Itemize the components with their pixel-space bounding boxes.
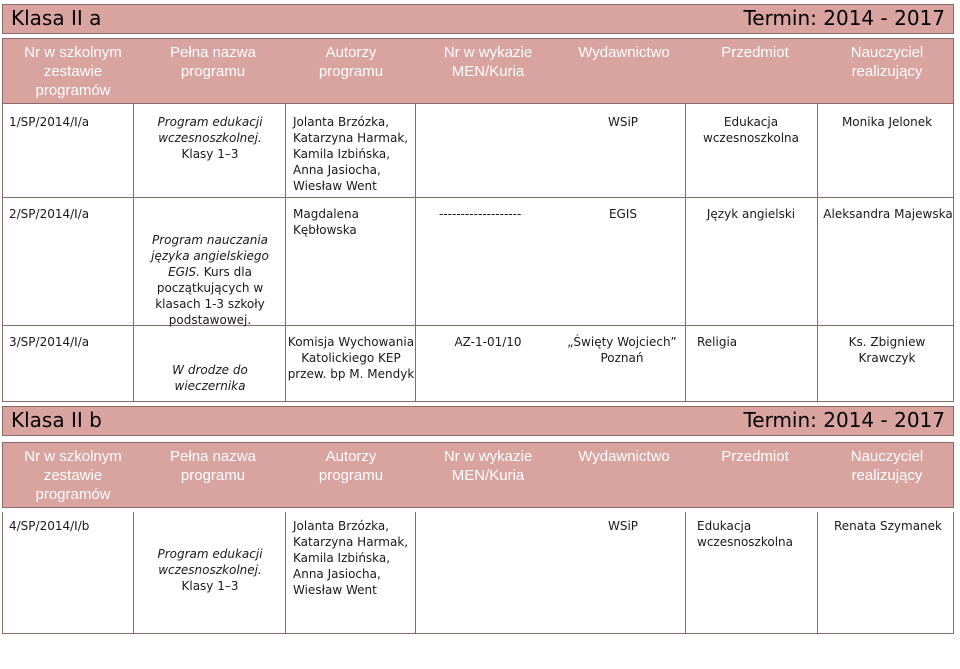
cell-program-name: Program edukacji wczesnoszkolnej. Klasy 1–3 (157, 547, 263, 593)
header-publisher: Wydawnictwo (578, 44, 670, 61)
class-title: Klasa II a (11, 6, 102, 30)
cell-program-name: W drodze do wieczernika (172, 363, 248, 393)
header-authors: Autorzy programu (318, 44, 384, 80)
cell-teacher: Aleksandra Majewska (823, 207, 953, 221)
table-header-row (2, 442, 954, 508)
class-term: Termin: 2014 - 2017 (743, 6, 945, 30)
header-teacher: Nauczyciel realizujący (850, 44, 924, 80)
cell-authors: Jolanta Brzózka, Katarzyna Harmak, Kamila Izbińska, Anna Jasiocha, Wiesław Went (293, 115, 409, 193)
header-authors: Autorzy programu (318, 448, 384, 484)
header-nr: Nr w szkolnym zestawie programów (24, 44, 122, 99)
cell-publisher: WSiP (607, 115, 639, 129)
header-publisher: Wydawnictwo (578, 448, 670, 465)
cell-nr: 1/SP/2014/I/a (9, 115, 90, 129)
cell-nr: 2/SP/2014/I/a (9, 207, 90, 221)
header-teacher: Nauczyciel realizujący (850, 448, 924, 484)
table-header-row (2, 38, 954, 104)
cell-publisher: „Święty Wojciech” Poznań (567, 335, 677, 365)
cell-teacher: Renata Szymanek (833, 519, 942, 533)
cell-publisher: EGIS (608, 207, 638, 221)
cell-program-name: Program edukacji wczesnoszkolnej. Klasy 1–3 (157, 115, 263, 161)
table-row (2, 326, 954, 402)
header-name: Pełna nazwa programu (170, 448, 256, 484)
cell-publisher: WSiP (607, 519, 639, 533)
table-row (2, 512, 954, 634)
cell-authors: Jolanta Brzózka, Katarzyna Harmak, Kamila Izbińska, Anna Jasiocha, Wiesław Went (293, 519, 409, 597)
header-men: Nr w wykazie MEN/Kuria (443, 448, 533, 484)
table-row (2, 198, 954, 326)
cell-men: ------------------- (439, 207, 522, 221)
cell-program-name: Program nauczania języka angielskiego EGIS. Kurs dla początkujących w klasach 1-3 szkoły podstawowej. (151, 233, 269, 327)
cell-subject: Język angielski (706, 207, 796, 221)
cell-nr: 3/SP/2014/I/a (9, 335, 90, 349)
header-nr: Nr w szkolnym zestawie programów (24, 448, 122, 503)
cell-men: AZ-1-01/10 (454, 335, 522, 349)
cell-nr: 4/SP/2014/I/b (9, 519, 90, 533)
class-title-bar (2, 4, 954, 34)
class-term: Termin: 2014 - 2017 (743, 408, 945, 432)
cell-subject: Religia (697, 335, 738, 349)
header-subject: Przedmiot (721, 448, 789, 465)
class-title: Klasa II b (11, 408, 102, 432)
header-men: Nr w wykazie MEN/Kuria (443, 44, 533, 80)
class-title-bar (2, 406, 954, 436)
cell-teacher: Ks. Zbigniew Krawczyk (848, 335, 926, 365)
cell-teacher: Monika Jelonek (841, 115, 933, 129)
header-name: Pełna nazwa programu (170, 44, 256, 80)
cell-authors: Magdalena Kębłowska (293, 207, 359, 237)
cell-subject: Edukacja wczesnoszkolna (703, 115, 799, 145)
cell-authors: Komisja Wychowania Katolickiego KEP przew. bp M. Mendyk (287, 335, 415, 381)
cell-subject: Edukacja wczesnoszkolna (697, 519, 793, 549)
header-subject: Przedmiot (721, 44, 789, 61)
table-row (2, 104, 954, 198)
